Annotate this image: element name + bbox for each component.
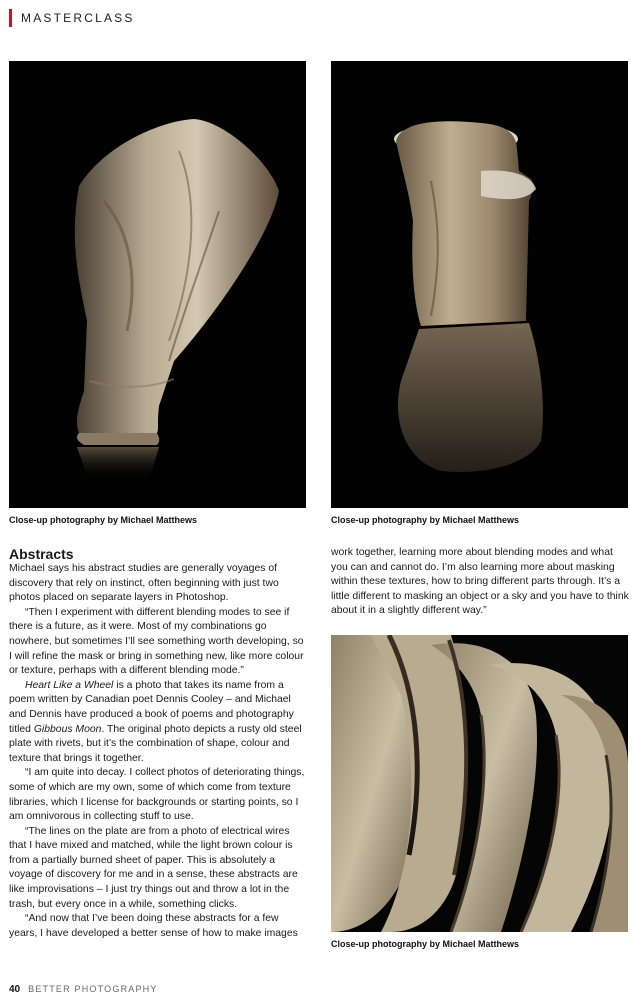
- section-heading: Abstracts: [9, 546, 74, 562]
- paragraph: “I am quite into decay. I collect photos of deteriorating things, some of which are my own, some of which come from texture libraries, which I license for backgrounds or starting points, so I am omnivorous in collecting stuff to use.: [9, 767, 305, 823]
- section-title: MASTERCLASS: [21, 11, 135, 25]
- section-header: [9, 9, 135, 27]
- page-number: 40: [9, 984, 21, 995]
- article-column-1: [9, 546, 307, 941]
- article-column-2: [331, 546, 631, 619]
- caption-bottom-right: Close-up photography by Michael Matthews: [331, 939, 520, 949]
- paragraph: “Then I experiment with different blending modes to see if there is a future, as it were. Most of my combinations go nowhere, but sometimes I’ll see something worth developing, so I will refine the mask or bring in something new, like more colour or texture, perhaps with a different blending mode.”: [9, 606, 304, 677]
- paragraph: work together, learning more about blending modes and what you can and cannot do. I’m also learning more about masking within these textures, how to bring different parts through. It’s a little different to masking an object or a sky and you have to think about it in a slightly different way.”: [331, 547, 629, 617]
- paragraph: Michael says his abstract studies are generally voyages of discovery that rely on instinct, often beginning with just two photos placed on separate layers in Photoshop.: [9, 563, 279, 604]
- paragraph: “The lines on the plate are from a photo of electrical wires that I have mixed and matched, while the light brown colour is from a partially burned sheet of paper. This is absolutely a voyage of discovery for me and in a sense, these abstracts are like improvisations – I just try things out and throw a lot in the trash, but every once in a while, something clicks.: [9, 825, 298, 910]
- caption-top-left: Close-up photography by Michael Matthews: [9, 515, 198, 525]
- photo-top-left: [9, 61, 306, 508]
- header-accent-bar: [9, 9, 12, 27]
- page-footer: [9, 984, 158, 995]
- photo-title: Heart Like a Wheel: [25, 679, 114, 691]
- paragraph: “And now that I’ve been doing these abstracts for a few years, I have developed a better sense of how to make images: [9, 913, 298, 939]
- book-title: Gibbous Moon: [33, 723, 102, 735]
- magazine-name: BETTER PHOTOGRAPHY: [28, 984, 158, 994]
- photo-bottom-right: [331, 635, 628, 932]
- photo-top-right: [331, 61, 628, 508]
- caption-top-right: Close-up photography by Michael Matthews: [331, 515, 520, 525]
- paragraph: Heart Like a Wheel is a photo that takes its name from a poem written by Canadian poet Dennis Cooley – and Michael and Dennis have produced a book of poems and photography titled Gibbous Moon. The original photo depicts a rusty old steel plate with rivets, but it’s the combination of shape, colour and texture that brings it together.: [9, 679, 302, 764]
